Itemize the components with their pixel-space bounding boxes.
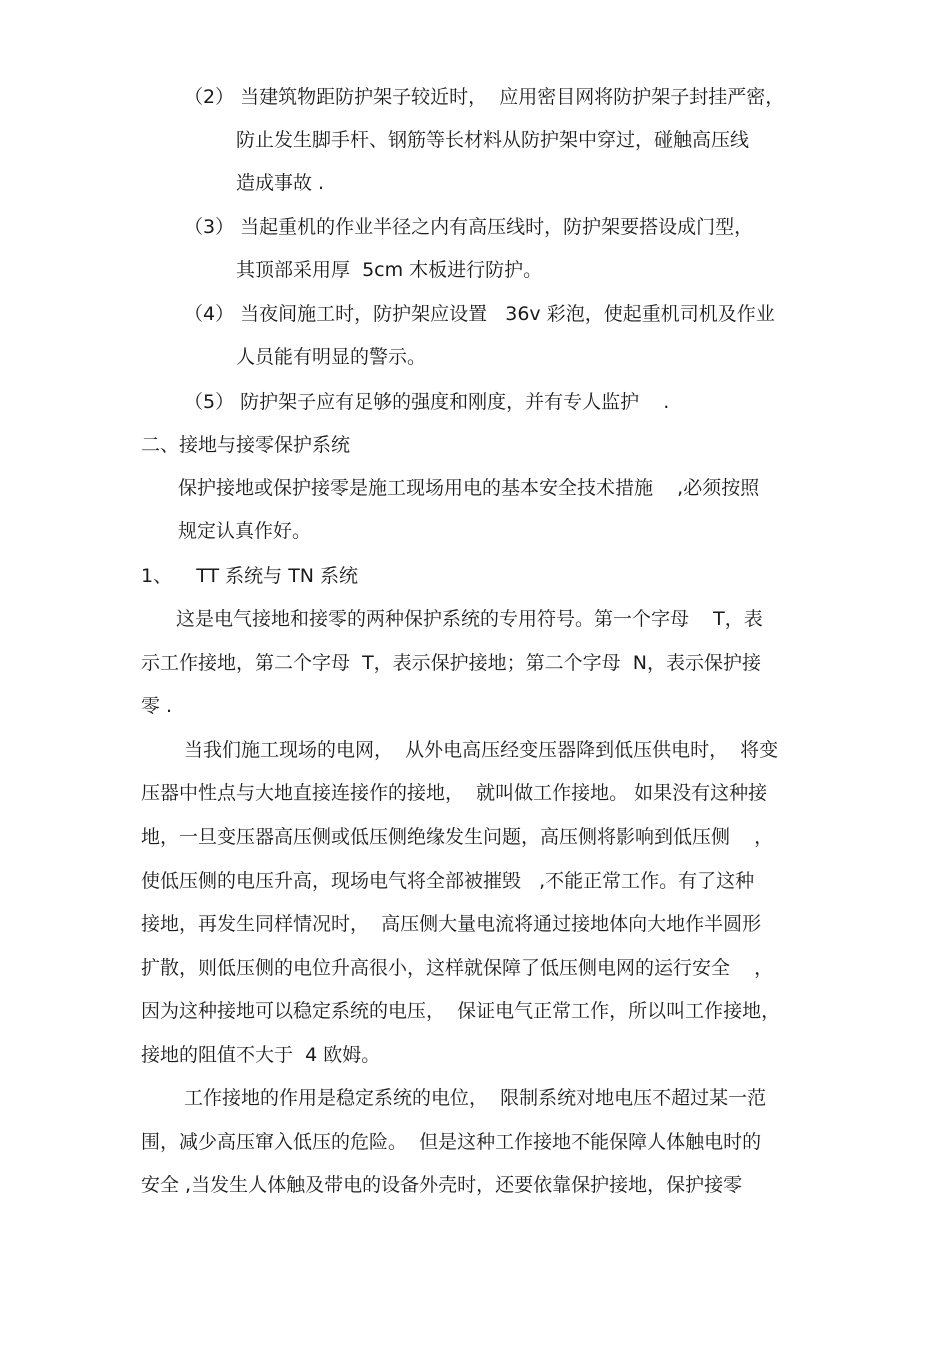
text-line: 因为这种接地可以稳定系统的电压， 保证电气正常工作，所以叫工作接地， bbox=[141, 1000, 781, 1022]
text-line: 围，减少高压窜入低压的危险。 但是这种工作接地不能保障人体触电时的 bbox=[141, 1131, 762, 1153]
text-line: 这是电气接地和接零的两种保护系统的专用符号。第一个字母 T，表 bbox=[176, 608, 763, 630]
text-line: 其顶部采用厚 5cm 木板进行防护。 bbox=[236, 259, 543, 281]
text-line: 示工作接地，第二个字母 T，表示保护接地；第二个字母 N，表示保护接 bbox=[141, 652, 761, 674]
text-line: 压器中性点与大地直接连接作的接地， 就叫做工作接地。 如果没有这种接 bbox=[141, 782, 768, 804]
text-line: （5） 防护架子应有足够的强度和刚度，并有专人监护 . bbox=[184, 391, 670, 413]
text-line: 保护接地或保护接零是施工现场用电的基本安全技术措施 ,必须按照 bbox=[178, 477, 760, 499]
text-line: 规定认真作好。 bbox=[178, 520, 312, 542]
text-line: 扩散，则低压侧的电位升高很小，这样就保障了低压侧电网的运行安全 ， bbox=[141, 957, 774, 979]
text-line: 接地的阻值不大于 4 欧姆。 bbox=[141, 1044, 381, 1066]
text-line: 防止发生脚手杆、钢筋等长材料从防护架中穿过，碰触高压线 bbox=[236, 129, 750, 151]
text-line: 当我们施工现场的电网， 从外电高压经变压器降到低压供电时， 将变 bbox=[184, 739, 779, 761]
text-line: 工作接地的作用是稳定系统的电位， 限制系统对地电压不超过某一范 bbox=[184, 1087, 767, 1109]
text-line: （2） 当建筑物距防护架子较近时， 应用密目网将防护架子封挂严密， bbox=[184, 86, 785, 108]
text-line: 人员能有明显的警示。 bbox=[236, 346, 427, 368]
text-line: 接地，再发生同样情况时， 高压侧大量电流将通过接地体向大地作半圆形 bbox=[141, 913, 762, 935]
text-line: 造成事故 . bbox=[236, 172, 325, 194]
subsection-heading: 1、 TT 系统与 TN 系统 bbox=[141, 565, 359, 587]
text-line: 使低压侧的电压升高，现场电气将全部被摧毁 ,不能正常工作。有了这种 bbox=[141, 870, 755, 892]
text-line: 地，一旦变压器高压侧或低压侧绝缘发生问题，高压侧将影响到低压侧 ， bbox=[141, 826, 774, 848]
section-heading: 二、接地与接零保护系统 bbox=[141, 434, 351, 456]
text-line: （3） 当起重机的作业半径之内有高压线时，防护架要搭设成门型， bbox=[184, 216, 754, 238]
text-line: 安全 ,当发生人体触及带电的设备外壳时，还要依靠保护接地，保护接零 bbox=[141, 1174, 743, 1196]
text-line: （4） 当夜间施工时，防护架应设置 36v 彩泡，使起重机司机及作业 bbox=[184, 303, 775, 325]
text-line: 零 . bbox=[141, 695, 173, 717]
